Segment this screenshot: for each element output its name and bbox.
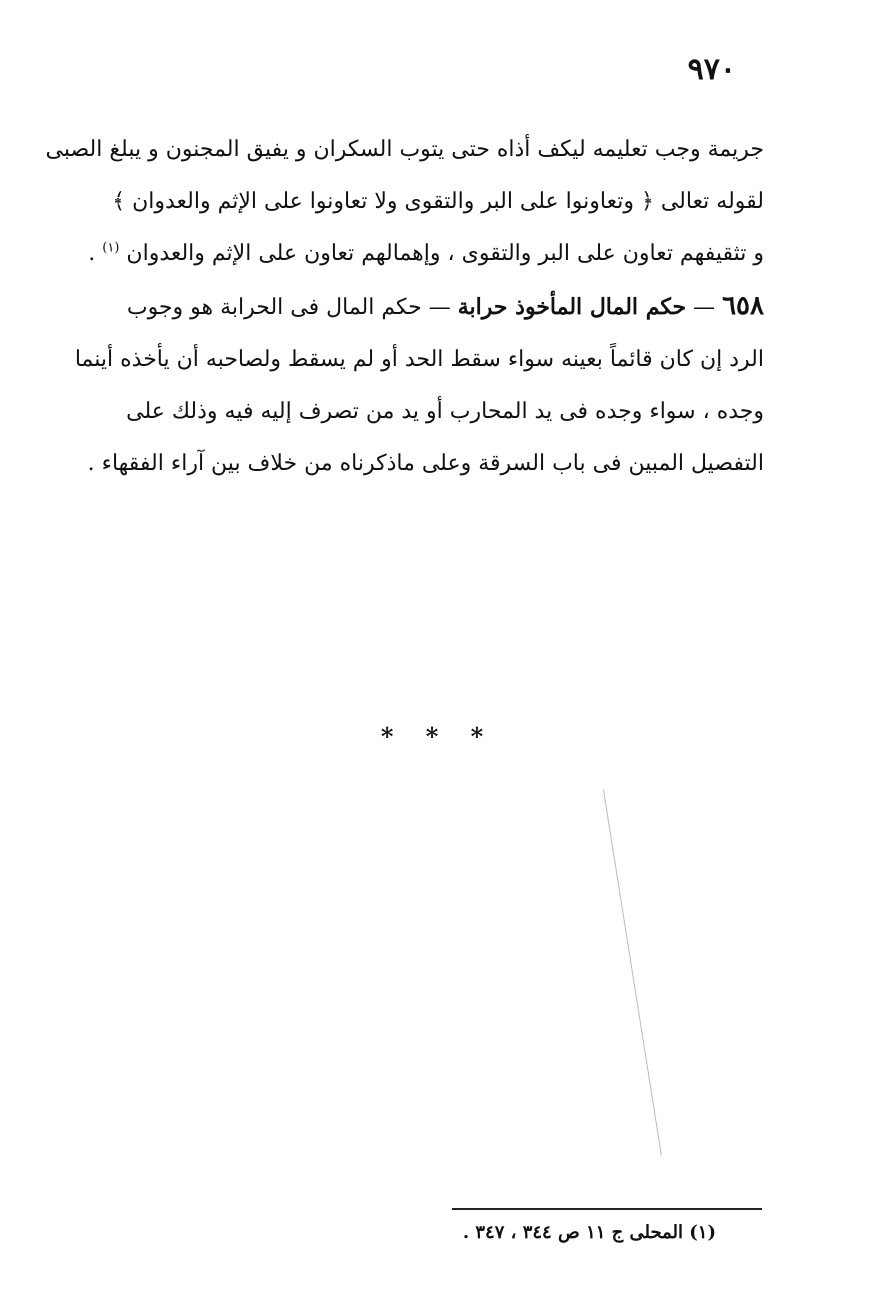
- text-line-1: جريمة وجب تعليمه ليكف أذاه حتى يتوب السكران و يفيق المجنون و يبلغ الصبى: [45, 137, 764, 162]
- scan-artifact-line: [603, 790, 662, 1156]
- text-line-3-end: .: [88, 241, 103, 266]
- section-separator: * * *: [380, 722, 496, 751]
- text-line-3-content: و تثقيفهم تعاون على البر والتقوى ، وإهمالهم تعاون على الإثم والعدوان: [126, 241, 764, 266]
- text-line-6: وجده ، سواء وجده فى يد المحارب أو يد من تصرف إليه فيه وذلك على: [126, 399, 764, 424]
- section-heading: حكم المال المأخوذ حرابة: [457, 294, 687, 320]
- section-dash: —: [686, 295, 723, 320]
- text-line-2: لقوله تعالى ﴿ وتعاونوا على البر والتقوى ولا تعاونوا على الإثم والعدوان ﴾: [112, 189, 764, 214]
- footnote-divider: [452, 1208, 762, 1210]
- section-text: — حكم المال فى الحرابة هو وجوب: [126, 295, 458, 320]
- section-line: [112, 280, 764, 334]
- footnote-reference: (١): [102, 240, 120, 256]
- section-number: ٦٥٨: [722, 291, 764, 321]
- page-number: ٩٧٠: [687, 52, 736, 87]
- body-text: [45, 124, 764, 490]
- text-line-5: الرد إن كان قائماً بعينه سواء سقط الحد أو لم يسقط ولصاحبه أن يأخذه أينما: [74, 347, 764, 372]
- text-line-7: التفصيل المبين فى باب السرقة وعلى ماذكرناه من خلاف بين آراء الفقهاء .: [87, 451, 764, 476]
- footnote: (١) المحلى ج ١١ ص ٣٤٤ ، ٣٤٧ .: [462, 1222, 716, 1243]
- text-line-3: [88, 228, 764, 280]
